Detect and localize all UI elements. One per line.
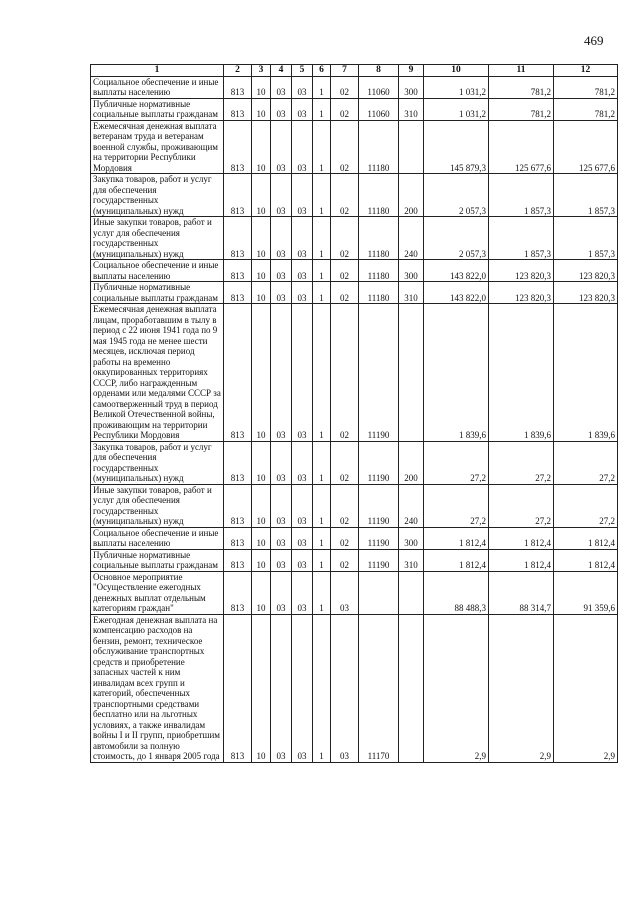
- cell-col-4: 03: [271, 441, 292, 484]
- cell-col-12: 781,2: [554, 76, 618, 98]
- cell-col-5: 03: [292, 614, 313, 762]
- cell-col-3: 10: [252, 217, 271, 260]
- cell-col-7: 02: [331, 217, 359, 260]
- cell-col-7: 02: [331, 484, 359, 527]
- budget-table: [90, 64, 618, 763]
- row-name-cell: Публичные нормативные социальные выплаты гражданам: [91, 282, 224, 304]
- table-row: [91, 217, 618, 260]
- row-name-cell: Социальное обеспечение и иные выплаты населению: [91, 260, 224, 282]
- cell-col-8: 11190: [359, 527, 399, 549]
- cell-col-9: 300: [399, 76, 424, 98]
- table-row: [91, 484, 618, 527]
- cell-col-2: 813: [224, 614, 252, 762]
- column-header-6: 6: [313, 65, 331, 77]
- row-name-cell: Ежегодная денежная выплата на компенсацию расходов на бензин, ремонт, техническое обслуживание транспортных средств и приобретение запасных частей к ним инвалидам всех групп и категорий, обеспеченных транспортными средствами бесплатно или на льготных условиях, а также инвалидам войны I и II групп, приобретшим автомобили за полную стоимость, до 1 января 2005 года: [91, 614, 224, 762]
- cell-col-6: 1: [313, 571, 331, 614]
- column-header-11: 11: [489, 65, 554, 77]
- cell-col-5: 03: [292, 484, 313, 527]
- cell-col-5: 03: [292, 120, 313, 174]
- cell-col-12: 1 839,6: [554, 304, 618, 442]
- cell-col-5: 03: [292, 98, 313, 120]
- cell-col-8: 11190: [359, 549, 399, 571]
- table-body: [91, 76, 618, 762]
- row-name-cell: Основное мероприятие "Осуществление ежегодных денежных выплат отдельным категориям граждан": [91, 571, 224, 614]
- column-header-9: 9: [399, 65, 424, 77]
- cell-col-10: 143 822,0: [424, 260, 489, 282]
- table-row: [91, 120, 618, 174]
- cell-col-9: [399, 571, 424, 614]
- cell-col-9: 310: [399, 549, 424, 571]
- cell-col-4: 03: [271, 120, 292, 174]
- cell-col-4: 03: [271, 527, 292, 549]
- cell-col-6: 1: [313, 98, 331, 120]
- cell-col-2: 813: [224, 484, 252, 527]
- cell-col-6: 1: [313, 304, 331, 442]
- cell-col-5: 03: [292, 76, 313, 98]
- cell-col-4: 03: [271, 614, 292, 762]
- cell-col-10: 145 879,3: [424, 120, 489, 174]
- cell-col-10: 1 812,4: [424, 527, 489, 549]
- column-header-10: 10: [424, 65, 489, 77]
- column-header-7: 7: [331, 65, 359, 77]
- cell-col-5: 03: [292, 174, 313, 217]
- cell-col-3: 10: [252, 304, 271, 442]
- cell-col-7: 02: [331, 260, 359, 282]
- cell-col-12: 1 812,4: [554, 549, 618, 571]
- cell-col-6: 1: [313, 527, 331, 549]
- cell-col-3: 10: [252, 484, 271, 527]
- cell-col-6: 1: [313, 614, 331, 762]
- cell-col-2: 813: [224, 120, 252, 174]
- cell-col-10: 2 057,3: [424, 174, 489, 217]
- cell-col-6: 1: [313, 549, 331, 571]
- column-header-4: 4: [271, 65, 292, 77]
- cell-col-10: 1 031,2: [424, 76, 489, 98]
- cell-col-11: 1 857,3: [489, 174, 554, 217]
- cell-col-11: 2,9: [489, 614, 554, 762]
- cell-col-3: 10: [252, 527, 271, 549]
- cell-col-9: 300: [399, 260, 424, 282]
- table-row: [91, 98, 618, 120]
- cell-col-2: 813: [224, 282, 252, 304]
- cell-col-10: 1 812,4: [424, 549, 489, 571]
- cell-col-2: 813: [224, 260, 252, 282]
- cell-col-12: 91 359,6: [554, 571, 618, 614]
- cell-col-8: 11180: [359, 282, 399, 304]
- cell-col-9: 200: [399, 441, 424, 484]
- cell-col-5: 03: [292, 260, 313, 282]
- row-name-cell: Публичные нормативные социальные выплаты гражданам: [91, 98, 224, 120]
- cell-col-6: 1: [313, 260, 331, 282]
- cell-col-3: 10: [252, 120, 271, 174]
- cell-col-12: 123 820,3: [554, 260, 618, 282]
- cell-col-4: 03: [271, 260, 292, 282]
- cell-col-9: 310: [399, 98, 424, 120]
- table-row: [91, 549, 618, 571]
- cell-col-7: 02: [331, 441, 359, 484]
- cell-col-10: 88 488,3: [424, 571, 489, 614]
- cell-col-12: 1 857,3: [554, 174, 618, 217]
- cell-col-7: 02: [331, 282, 359, 304]
- cell-col-3: 10: [252, 549, 271, 571]
- cell-col-3: 10: [252, 282, 271, 304]
- cell-col-10: 27,2: [424, 484, 489, 527]
- cell-col-5: 03: [292, 441, 313, 484]
- cell-col-11: 1 812,4: [489, 527, 554, 549]
- row-name-cell: Закупка товаров, работ и услуг для обеспечения государственных (муниципальных) нужд: [91, 441, 224, 484]
- cell-col-9: 300: [399, 527, 424, 549]
- cell-col-11: 125 677,6: [489, 120, 554, 174]
- cell-col-8: 11190: [359, 304, 399, 442]
- cell-col-11: 123 820,3: [489, 282, 554, 304]
- table-row: [91, 76, 618, 98]
- cell-col-3: 10: [252, 98, 271, 120]
- row-name-cell: Иные закупки товаров, работ и услуг для обеспечения государственных (муниципальных) нужд: [91, 484, 224, 527]
- cell-col-12: 1 857,3: [554, 217, 618, 260]
- table-row: [91, 174, 618, 217]
- column-header-1: 1: [91, 65, 224, 77]
- cell-col-3: 10: [252, 76, 271, 98]
- cell-col-6: 1: [313, 76, 331, 98]
- cell-col-5: 03: [292, 527, 313, 549]
- cell-col-9: 240: [399, 217, 424, 260]
- cell-col-3: 10: [252, 260, 271, 282]
- row-name-cell: Социальное обеспечение и иные выплаты населению: [91, 76, 224, 98]
- cell-col-5: 03: [292, 571, 313, 614]
- row-name-cell: Ежемесячная денежная выплата лицам, проработавшим в тылу в период с 22 июня 1941 года по 9 мая 1945 года не менее шести месяцев, исключая период работы на временно оккупированных территориях СССР, либо награжденным орденами или медалями СССР за самоотверженный труд в период Великой Отечественной войны, проживающим на территории Республики Мордовия: [91, 304, 224, 442]
- row-name-cell: Социальное обеспечение и иные выплаты населению: [91, 527, 224, 549]
- table-header-row: [91, 65, 618, 77]
- cell-col-12: 781,2: [554, 98, 618, 120]
- cell-col-2: 813: [224, 527, 252, 549]
- cell-col-7: 02: [331, 527, 359, 549]
- cell-col-10: 1 839,6: [424, 304, 489, 442]
- cell-col-5: 03: [292, 282, 313, 304]
- cell-col-9: [399, 304, 424, 442]
- cell-col-7: 02: [331, 120, 359, 174]
- column-header-3: 3: [252, 65, 271, 77]
- table-row: [91, 571, 618, 614]
- cell-col-12: 27,2: [554, 441, 618, 484]
- column-header-12: 12: [554, 65, 618, 77]
- cell-col-6: 1: [313, 441, 331, 484]
- cell-col-8: 11060: [359, 98, 399, 120]
- cell-col-3: 10: [252, 571, 271, 614]
- cell-col-7: 02: [331, 304, 359, 442]
- cell-col-4: 03: [271, 549, 292, 571]
- cell-col-6: 1: [313, 120, 331, 174]
- column-header-5: 5: [292, 65, 313, 77]
- cell-col-11: 123 820,3: [489, 260, 554, 282]
- cell-col-4: 03: [271, 217, 292, 260]
- cell-col-3: 10: [252, 174, 271, 217]
- table-row: [91, 614, 618, 762]
- row-name-cell: Иные закупки товаров, работ и услуг для обеспечения государственных (муниципальных) нужд: [91, 217, 224, 260]
- table-row: [91, 441, 618, 484]
- cell-col-12: 1 812,4: [554, 527, 618, 549]
- cell-col-9: 200: [399, 174, 424, 217]
- cell-col-4: 03: [271, 98, 292, 120]
- cell-col-7: 03: [331, 571, 359, 614]
- column-header-2: 2: [224, 65, 252, 77]
- cell-col-4: 03: [271, 282, 292, 304]
- cell-col-7: 02: [331, 98, 359, 120]
- cell-col-10: 2,9: [424, 614, 489, 762]
- cell-col-5: 03: [292, 549, 313, 571]
- cell-col-11: 27,2: [489, 484, 554, 527]
- cell-col-10: 2 057,3: [424, 217, 489, 260]
- cell-col-8: 11180: [359, 174, 399, 217]
- cell-col-8: 11170: [359, 614, 399, 762]
- cell-col-2: 813: [224, 217, 252, 260]
- cell-col-11: 1 839,6: [489, 304, 554, 442]
- cell-col-7: 02: [331, 76, 359, 98]
- cell-col-5: 03: [292, 217, 313, 260]
- cell-col-9: [399, 120, 424, 174]
- cell-col-2: 813: [224, 76, 252, 98]
- cell-col-11: 27,2: [489, 441, 554, 484]
- cell-col-6: 1: [313, 217, 331, 260]
- cell-col-2: 813: [224, 571, 252, 614]
- cell-col-7: 02: [331, 174, 359, 217]
- cell-col-7: 02: [331, 549, 359, 571]
- cell-col-2: 813: [224, 549, 252, 571]
- cell-col-4: 03: [271, 304, 292, 442]
- cell-col-11: 88 314,7: [489, 571, 554, 614]
- cell-col-11: 1 857,3: [489, 217, 554, 260]
- cell-col-10: 1 031,2: [424, 98, 489, 120]
- cell-col-8: 11190: [359, 441, 399, 484]
- table-row: [91, 527, 618, 549]
- cell-col-3: 10: [252, 614, 271, 762]
- table-row: [91, 304, 618, 442]
- cell-col-3: 10: [252, 441, 271, 484]
- cell-col-2: 813: [224, 304, 252, 442]
- cell-col-12: 2,9: [554, 614, 618, 762]
- cell-col-6: 1: [313, 282, 331, 304]
- cell-col-11: 781,2: [489, 76, 554, 98]
- row-name-cell: Ежемесячная денежная выплата ветеранам труда и ветеранам военной службы, проживающим на территории Республики Мордовия: [91, 120, 224, 174]
- cell-col-2: 813: [224, 98, 252, 120]
- cell-col-8: 11180: [359, 217, 399, 260]
- cell-col-8: 11180: [359, 260, 399, 282]
- cell-col-5: 03: [292, 304, 313, 442]
- cell-col-6: 1: [313, 174, 331, 217]
- cell-col-6: 1: [313, 484, 331, 527]
- cell-col-8: 11060: [359, 76, 399, 98]
- table-row: [91, 282, 618, 304]
- page-number: 469: [584, 33, 604, 48]
- table-row: [91, 260, 618, 282]
- cell-col-12: 123 820,3: [554, 282, 618, 304]
- column-header-8: 8: [359, 65, 399, 77]
- cell-col-11: 781,2: [489, 98, 554, 120]
- cell-col-9: 240: [399, 484, 424, 527]
- cell-col-4: 03: [271, 571, 292, 614]
- cell-col-2: 813: [224, 174, 252, 217]
- cell-col-12: 27,2: [554, 484, 618, 527]
- cell-col-9: [399, 614, 424, 762]
- cell-col-8: 11190: [359, 484, 399, 527]
- cell-col-2: 813: [224, 441, 252, 484]
- row-name-cell: Закупка товаров, работ и услуг для обеспечения государственных (муниципальных) нужд: [91, 174, 224, 217]
- cell-col-11: 1 812,4: [489, 549, 554, 571]
- cell-col-8: [359, 571, 399, 614]
- cell-col-10: 27,2: [424, 441, 489, 484]
- cell-col-7: 03: [331, 614, 359, 762]
- cell-col-8: 11180: [359, 120, 399, 174]
- cell-col-4: 03: [271, 484, 292, 527]
- row-name-cell: Публичные нормативные социальные выплаты гражданам: [91, 549, 224, 571]
- cell-col-4: 03: [271, 174, 292, 217]
- cell-col-9: 310: [399, 282, 424, 304]
- cell-col-12: 125 677,6: [554, 120, 618, 174]
- cell-col-4: 03: [271, 76, 292, 98]
- cell-col-10: 143 822,0: [424, 282, 489, 304]
